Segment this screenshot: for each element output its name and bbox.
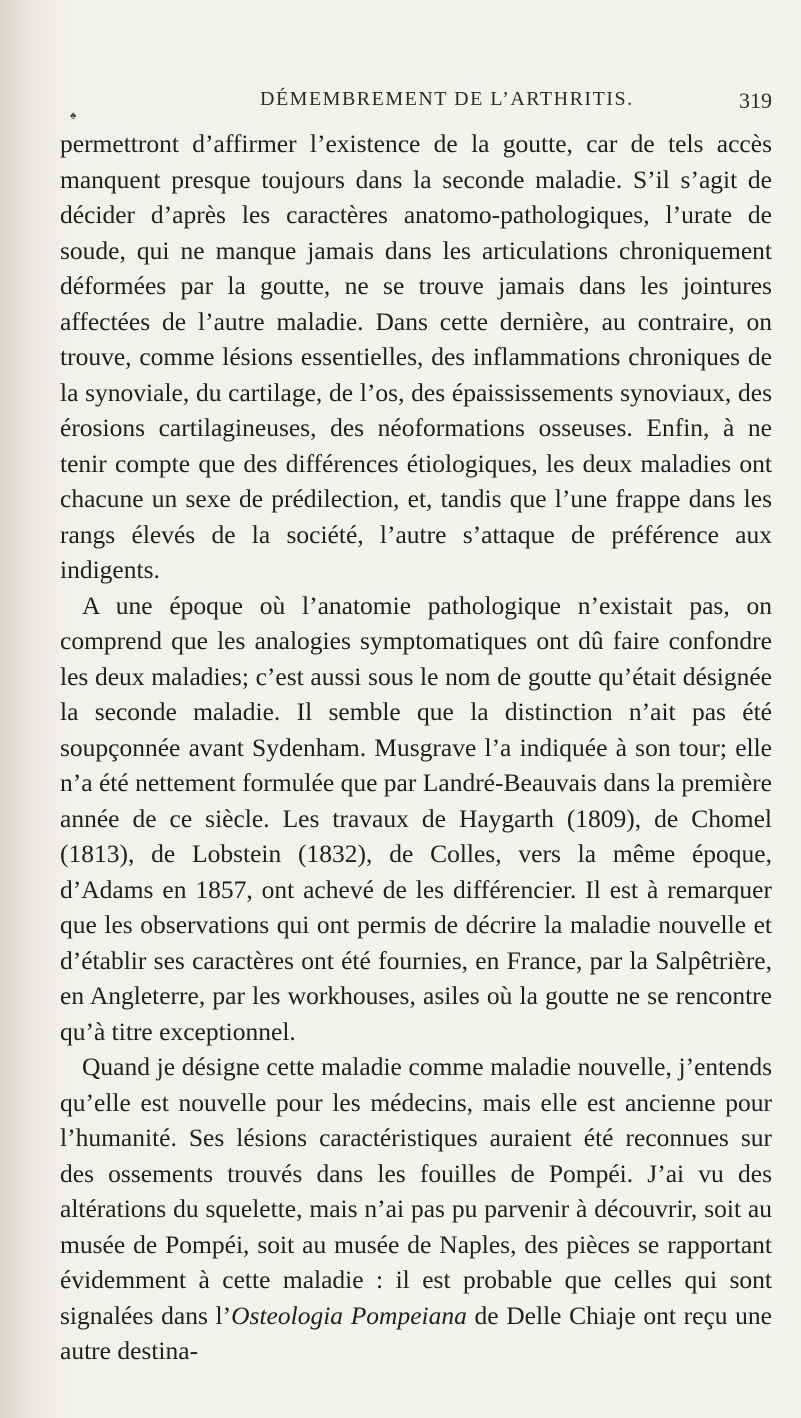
page-header <box>60 88 772 128</box>
paragraph-3-part-b: de Delle Chiaje ont reçu une autre destina- <box>60 1300 772 1365</box>
paragraph-2: A une époque où l’anatomie pathologique n’existait pas, on comprend que les analogies symptomatiques ont dû faire confondre les deux maladies; c’est aussi sous le nom de goutte qu’était désignée la seconde maladie. Il semble que la distinction n’ait pas été soupçonnée avant Sydenham. Musgrave l’a indiquée à son tour; elle n’a été nettement formulée que par Landré-Beauvais dans la première année de ce siècle. Les travaux de Haygarth (1809), de Chomel (1813), de Lobstein (1832), de Colles, vers la même époque, d’Adams en 1857, ont achevé de les différencier. Il est à remarquer que les observations qui ont permis de décrire la maladie nouvelle et d’établir ses caractères ont été fournies, en France, par la Salpêtrière, en Angleterre, par les workhouses, asiles où la goutte ne se rencontre qu’à titre exceptionnel. <box>60 590 772 1046</box>
paragraph-3-part-a: Quand je désigne cette maladie comme maladie nouvelle, j’entends qu’elle est nouvelle pour les médecins, mais elle est ancienne pour l’humanité. Ses lésions caractéristiques auraient été reconnues sur des ossements trouvés dans les fouilles de Pompéi. J’ai vu des altérations du squelette, mais n’ai pas pu parvenir à découvrir, soit au musée de Pompéi, soit au musée de Naples, des pièces se rapportant évidemment à cette maladie : il est probable que celles qui sont signalées dans l’ <box>60 1052 772 1330</box>
paragraph-3 <box>60 1049 772 1369</box>
paragraph-1: permettront d’affirmer l’existence de la goutte, car de tels accès manquent presque toujours dans la seconde maladie. S’il s’agit de décider d’après les caractères anatomo-pathologiques, l’urate de soude, qui ne manque jamais dans les articulations chroniquement déformées par la goutte, ne se trouve jamais dans les jointures affectées de l’autre maladie. Dans cette dernière, au contraire, on trouve, comme lésions essentielles, des inflammations chroniques de la synoviale, du cartilage, de l’os, des épaississements synoviaux, des érosions cartilagineuses, des néoformations osseuses. Enfin, à ne tenir compte que des différences étiologiques, les deux maladies ont chacune un sexe de prédilection, et, tandis que l’une frappe dans les rangs élevés de la société, l’autre s’attaque de préférence aux indigents. <box>60 129 772 584</box>
italic-title: Osteologia Pompeiana <box>231 1300 467 1330</box>
ornament-mark: ♠ <box>70 108 77 122</box>
body-text <box>60 126 772 1369</box>
running-head: DÉMEMBREMENT DE L’ARTHRITIS. <box>260 88 634 110</box>
page-number: 319 <box>739 88 772 113</box>
